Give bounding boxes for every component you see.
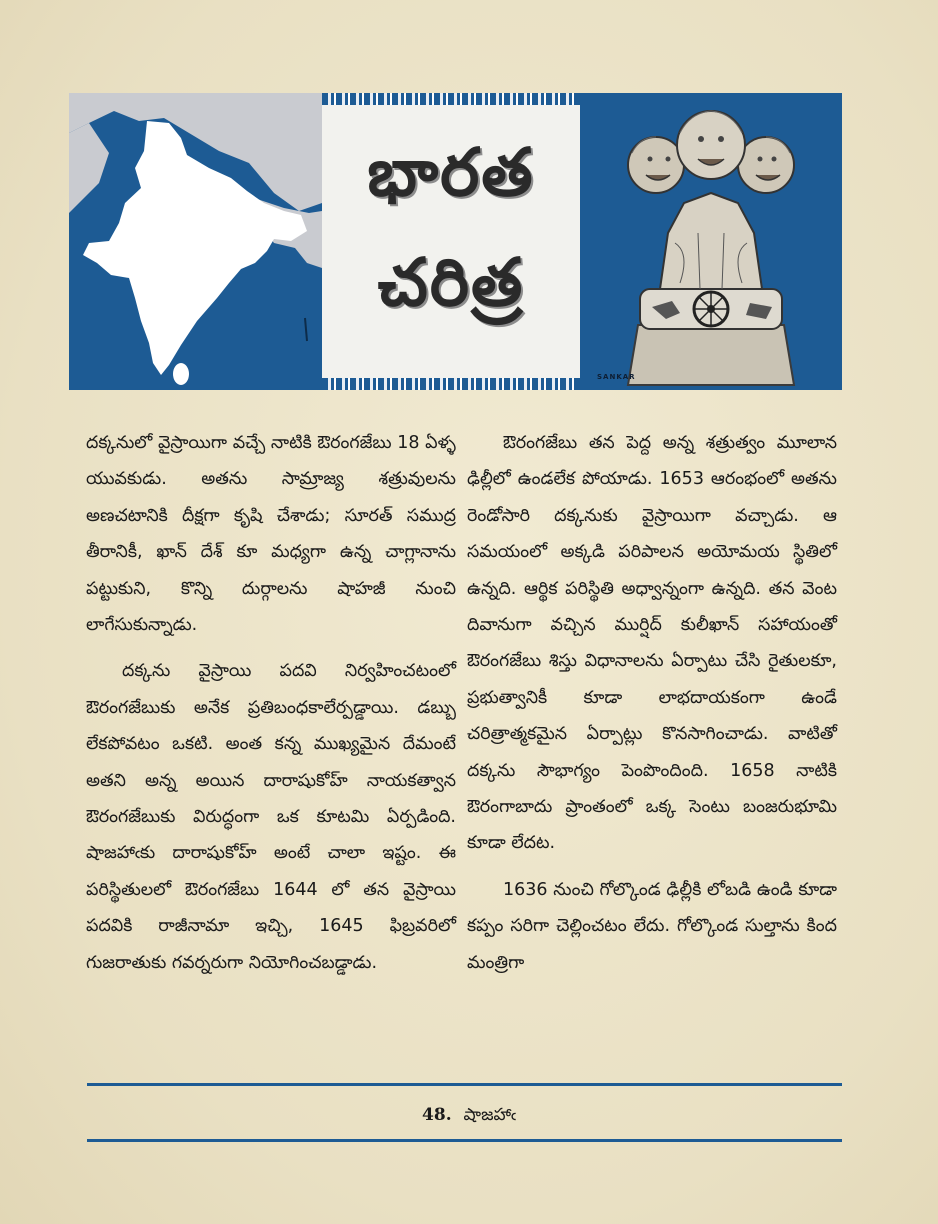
india-map-icon [69,93,322,390]
paragraph: దక్కను వైస్రాయి పదవి నిర్వహించటంలో ఔరంగజేబుకు అనేక ప్రతిబంధకాలేర్పడ్డాయి. డబ్బు లేకపోవటం ఒకటి. అంత కన్న ముఖ్యమైన దేమంటే అతని అన్న అయిన దారాషుకోహ్ నాయకత్వాన ఔరంగజేబుకు విరుద్ధంగా ఒక కూటమి ఏర్పడింది. షాజహాఁకు దారాషుకోహ్ అంటే చాలా ఇష్టం. ఈ పరిస్థితులలో ఔరంగజేబు 1644 లో తన వైస్రాయి పదవికి రాజీనామా ఇచ్చి, 1645 ఫిబ్రవరిలో గుజరాతుకు గవర్నరుగా నియోగించబడ్డాడు. [86,661,456,973]
footer-rule-bottom [87,1139,842,1142]
chapter-label: షాజహాఁ [463,1105,516,1125]
left-column [86,425,456,991]
right-column [467,425,837,991]
decorative-border-top [322,93,580,105]
paragraph: దక్కనులో వైస్రాయిగా వచ్చే నాటికి ఔరంగజేబు 18 ఏళ్ళ యువకుడు. అతను సామ్రాజ్య శత్రువులను అణచటానికి దీక్షగా కృషి చేశాడు; సూరత్ సముద్ర తీరానికీ, ఖాన్ దేశ్ కూ మధ్యగా ఉన్న చాగ్లానాను పట్టుకుని, కొన్ని దుర్గాలను షాహజీ నుంచి లాగేసుకున్నాడు. [86,433,456,636]
paragraph: 1636 నుంచి గోల్కొండ ఢిల్లీకి లోబడి ఉండి కూడా కప్పం సరిగా చెల్లించటం లేదు. గోల్కొండ సుల్తాను కింద మంత్రిగా [467,879,837,973]
ashoka-lion-capital-icon [580,93,842,390]
artist-signature: SANKAR [597,373,636,381]
banner-title-line-2: చరిత్ర [377,243,525,321]
header-banner [69,93,842,390]
paragraph: ఔరంగజేబు తన పెద్ద అన్న శత్రుత్వం మూలాన ఢిల్లీలో ఉండలేక పోయాడు. 1653 ఆరంభంలో అతను రెండోసారి దక్కనుకు వైస్రాయిగా వచ్చాడు. ఆ సమయంలో అక్కడి పరిపాలన అయోమయ స్థితిలో ఉన్నది. ఆర్థిక పరిస్థితి అధ్వాన్నంగా ఉన్నది. తన వెంట దివానుగా వచ్చిన ముర్షిద్ కులీఖాన్ సహాయంతో ఔరంగజేబు శిస్తు విధానాలను ఏర్పాటు చేసి రైతులకూ, ప్రభుత్వానికీ కూడా లాభదాయకంగా ఉండే చరిత్రాత్మకమైన ఏర్పాట్లు కొనసాగించాడు. వాటితో దక్కను సౌభాగ్యం పెంపొందింది. 1658 నాటికి ఔరంగాబాదు ప్రాంతంలో ఒక్క సెంటు బంజరుభూమి కూడా లేదట. [467,433,837,854]
page-number: 48. [422,1105,452,1125]
banner-title-line-1: భారత [367,133,535,211]
decorative-border-bottom [322,378,580,390]
title-panel [322,93,580,390]
footer-rule-top [87,1083,842,1086]
page-footer [0,1105,938,1129]
